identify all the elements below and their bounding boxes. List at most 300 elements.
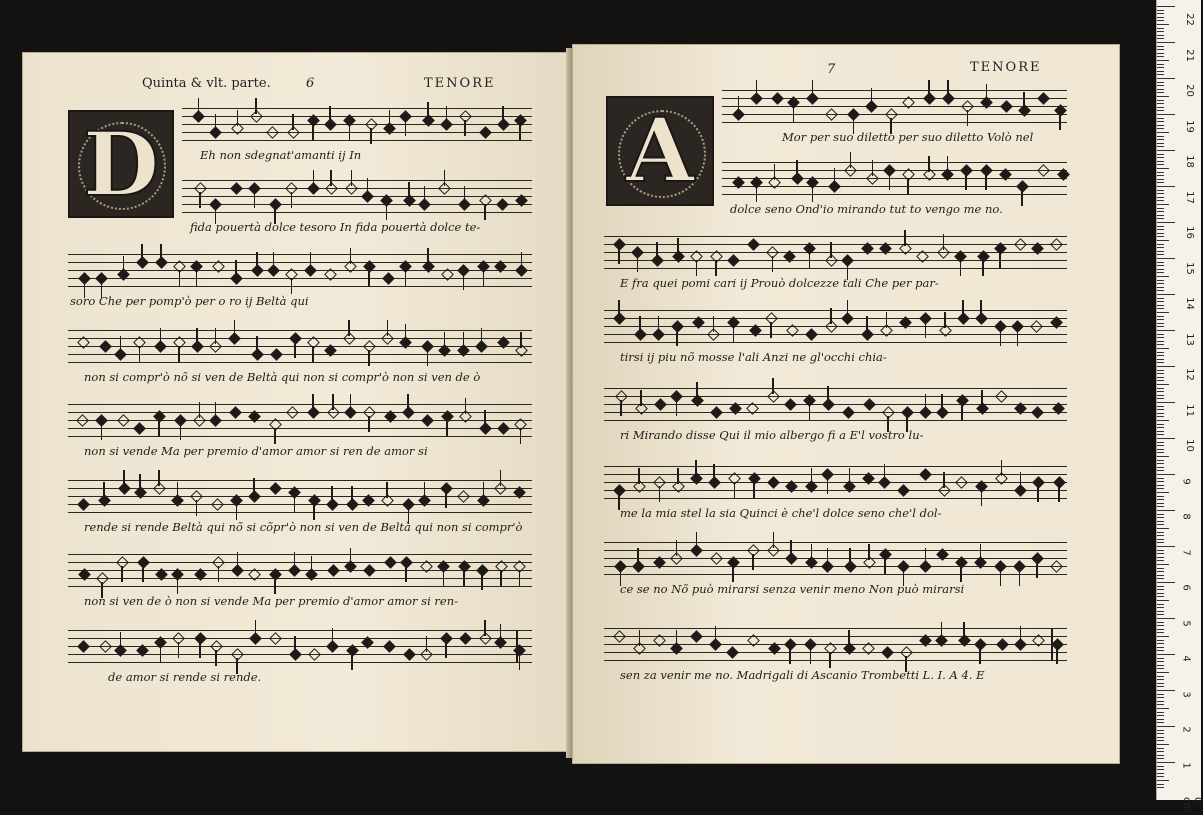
note-stem	[981, 390, 983, 406]
lyric-line: Eh non sdegnat'amanti ij In	[200, 148, 362, 162]
ruler-tick	[1157, 650, 1164, 651]
ruler-tick	[1157, 776, 1164, 777]
note-stem	[348, 320, 350, 336]
ruler-number: 11	[1183, 403, 1195, 417]
note-stem	[255, 620, 257, 636]
ruler-tick	[1157, 197, 1164, 198]
ruler-number: 13	[1183, 332, 1195, 346]
ruler-tick	[1157, 139, 1164, 140]
note-stem	[500, 624, 502, 640]
note-stem	[464, 186, 466, 202]
note-stem	[215, 114, 217, 130]
note-stem	[427, 248, 429, 264]
note-stem	[254, 192, 256, 208]
note-stem	[367, 178, 369, 194]
ruler-tick	[1157, 13, 1164, 14]
ruler-tick	[1157, 708, 1169, 709]
initial-letter: D	[82, 112, 160, 216]
lyric-line: rende si rende Beltà qui nõ si cõpr'ò non si ven de Beltà qui non si compr'ò	[84, 520, 523, 534]
ruler-tick	[1157, 557, 1164, 558]
ruler-tick	[1157, 208, 1164, 209]
note-stem	[676, 330, 678, 346]
ruler-tick	[1157, 582, 1175, 583]
music-staff	[722, 90, 1067, 126]
note-stem	[965, 174, 967, 190]
note-stem	[463, 274, 465, 290]
note-stem	[349, 124, 351, 140]
note-stem	[810, 648, 812, 664]
note-stem	[350, 394, 352, 410]
note-stem	[811, 544, 813, 560]
ruler-tick	[1157, 60, 1169, 61]
note-stem	[904, 230, 906, 246]
note-stem	[312, 124, 314, 140]
note-stem	[756, 80, 758, 96]
ruler-tick	[1157, 676, 1164, 677]
voice-label: TENORE	[970, 60, 1042, 75]
ruler-tick	[1157, 431, 1164, 432]
note-stem	[753, 482, 755, 498]
ruler-tick	[1157, 553, 1164, 554]
ruler-tick	[1157, 28, 1164, 29]
ruler-tick	[1157, 517, 1164, 518]
note-stem	[640, 390, 642, 406]
note-stem	[941, 622, 943, 638]
ruler-tick	[1157, 56, 1164, 57]
ruler-tick	[1157, 193, 1164, 194]
ruler-tick	[1157, 449, 1164, 450]
decorated-initial	[606, 96, 714, 206]
ruler-tick	[1157, 359, 1164, 360]
music-staff	[604, 236, 1067, 272]
ruler-tick	[1157, 82, 1164, 83]
ruler-tick	[1157, 215, 1164, 216]
ruler-tick	[1157, 467, 1164, 468]
ruler-tick	[1157, 262, 1164, 263]
note-stem	[350, 548, 352, 564]
page-number: 7	[827, 62, 836, 77]
note-stem	[676, 400, 678, 416]
ruler-tick	[1157, 481, 1164, 482]
ruler-tick	[1157, 607, 1164, 608]
ruler-tick	[1157, 96, 1169, 97]
final-barline	[1051, 628, 1053, 661]
ruler-tick	[1157, 665, 1164, 666]
ruler-tick	[1157, 229, 1164, 230]
ruler-tick	[1157, 460, 1164, 461]
ruler-tick	[1157, 618, 1175, 619]
ruler-tick	[1157, 686, 1164, 687]
ruler-tick	[1157, 20, 1164, 21]
ruler-tick	[1157, 118, 1164, 119]
note-stem	[464, 120, 466, 136]
note-stem	[424, 482, 426, 498]
note-stem	[1019, 570, 1021, 586]
ruler-tick	[1157, 416, 1164, 417]
ruler-number: 3	[1180, 690, 1192, 698]
ruler-tick	[1157, 614, 1164, 615]
note-stem	[199, 192, 201, 208]
note-stem	[960, 260, 962, 276]
ruler-number: 18	[1183, 155, 1195, 168]
note-stem	[830, 308, 832, 324]
note-stem	[196, 328, 198, 344]
note-stem	[756, 186, 758, 202]
ruler-tick	[1157, 733, 1164, 734]
music-staff	[604, 628, 1067, 664]
note-stem	[676, 540, 678, 556]
ruler-tick	[1157, 773, 1164, 774]
ruler-tick	[1157, 388, 1164, 389]
note-stem	[889, 174, 891, 190]
note-stem	[521, 252, 523, 268]
ruler-number: 9	[1180, 477, 1192, 485]
note-stem	[738, 96, 740, 112]
note-stem	[444, 170, 446, 186]
note-stem	[871, 88, 873, 104]
ruler-number: 7	[1180, 548, 1192, 556]
ruler-tick	[1157, 719, 1164, 720]
note-stem	[236, 504, 238, 520]
note-stem	[351, 654, 353, 670]
note-stem	[809, 252, 811, 268]
ruler-tick	[1157, 622, 1164, 623]
lyric-line: E fra quei pomi cari ij Prouò dolcezze tali Che per par-	[620, 276, 939, 290]
ruler-tick	[1157, 427, 1164, 428]
note-stem	[386, 204, 388, 220]
note-stem	[481, 328, 483, 344]
note-stem	[445, 642, 447, 658]
ruler-tick	[1157, 532, 1164, 533]
ruler-tick	[1157, 683, 1164, 684]
note-stem	[925, 322, 927, 338]
page-number: 6	[306, 76, 315, 91]
ruler-tick	[1157, 715, 1164, 716]
ruler-tick	[1157, 456, 1169, 457]
note-stem	[368, 416, 370, 432]
note-stem	[943, 472, 945, 488]
note-stem	[713, 316, 715, 332]
note-stem	[274, 428, 276, 444]
music-staff	[182, 180, 532, 216]
note-stem	[677, 238, 679, 254]
ruler-tick	[1157, 53, 1164, 54]
note-stem	[273, 252, 275, 268]
note-stem	[120, 632, 122, 648]
ruler-tick	[1157, 283, 1164, 284]
ruler-tick	[1157, 470, 1164, 471]
ruler-tick	[1157, 546, 1175, 547]
initial-letter: A	[625, 98, 695, 202]
ruler-tick	[1157, 330, 1175, 331]
note-stem	[943, 234, 945, 250]
ruler-tick	[1157, 488, 1164, 489]
ruler-tick	[1157, 611, 1164, 612]
note-stem	[907, 178, 909, 194]
note-stem	[1017, 330, 1019, 346]
note-stem	[463, 332, 465, 348]
note-stem	[199, 642, 201, 658]
note-stem	[158, 470, 160, 486]
note-stem	[292, 114, 294, 130]
note-stem	[811, 468, 813, 484]
note-stem	[294, 636, 296, 652]
ruler-tick	[1157, 312, 1169, 313]
ruler-tick	[1157, 157, 1164, 158]
ruler-tick	[1157, 211, 1164, 212]
ruler-tick	[1157, 42, 1175, 43]
ruler-tick	[1157, 420, 1169, 421]
ruler-tick	[1157, 316, 1164, 317]
note-stem	[944, 312, 946, 328]
note-stem	[178, 346, 180, 362]
note-stem	[313, 170, 315, 186]
note-stem	[981, 490, 983, 506]
ruler-tick	[1157, 71, 1164, 72]
final-barline	[516, 630, 518, 663]
note-stem	[311, 556, 313, 572]
lyric-line: ri Mirando disse Qui il mio albergo fi a E'l vostro lu-	[620, 428, 924, 442]
note-stem	[256, 336, 258, 352]
lyric-line: soro Che per pomp'ò per o ro ij Beltà qui	[70, 294, 309, 308]
ruler-tick	[1157, 384, 1169, 385]
ruler-tick	[1157, 17, 1164, 18]
ruler-tick	[1157, 107, 1164, 108]
ruler-tick	[1157, 226, 1164, 227]
music-staff	[182, 108, 532, 144]
note-stem	[142, 566, 144, 582]
note-stem	[123, 256, 125, 272]
ruler-tick	[1157, 442, 1164, 443]
note-stem	[389, 110, 391, 126]
ruler-tick	[1157, 200, 1164, 201]
ruler-tick	[1157, 636, 1169, 637]
note-stem	[925, 548, 927, 564]
note-stem	[196, 270, 198, 286]
ruler-number: 15	[1183, 261, 1195, 275]
lyric-line: fida pouertà dolce tesoro In fida pouertà dolce te-	[190, 220, 481, 234]
ruler-tick	[1157, 506, 1164, 507]
ruler-tick	[1157, 568, 1164, 569]
note-stem	[520, 428, 522, 444]
ruler-tick	[1157, 496, 1164, 497]
music-staff	[68, 554, 532, 590]
note-stem	[483, 270, 485, 286]
ruler-number: 22	[1183, 13, 1195, 26]
ruler-tick	[1157, 769, 1164, 770]
note-stem	[274, 578, 276, 594]
note-stem	[484, 204, 486, 220]
ruler-number: 20	[1183, 84, 1195, 97]
ruler-tick	[1157, 236, 1164, 237]
ruler-tick	[1157, 49, 1164, 50]
ruler-tick	[1157, 258, 1175, 259]
lyric-line: ce se no Nõ può mirarsi senza venir meno Non può mirarsi	[620, 582, 965, 596]
note-stem	[620, 400, 622, 416]
note-stem	[446, 106, 448, 122]
note-stem	[618, 248, 620, 264]
ruler-tick	[1157, 737, 1164, 738]
note-stem	[177, 578, 179, 594]
note-stem	[639, 316, 641, 332]
note-stem	[330, 170, 332, 186]
note-stem	[160, 244, 162, 260]
note-stem	[500, 570, 502, 586]
ruler-tick	[1157, 398, 1164, 399]
ruler-tick	[1157, 172, 1164, 173]
ruler-tick	[1157, 10, 1164, 11]
note-stem	[368, 350, 370, 366]
note-stem	[215, 650, 217, 666]
note-stem	[963, 622, 965, 638]
decorated-initial	[68, 110, 174, 218]
note-stem	[1021, 190, 1023, 206]
note-stem	[368, 270, 370, 286]
ruler-tick	[1157, 74, 1164, 75]
note-stem	[291, 192, 293, 208]
note-stem	[139, 346, 141, 362]
ruler-tick	[1157, 780, 1169, 781]
ruler-tick	[1157, 654, 1175, 655]
ruler-number: 12	[1183, 368, 1195, 381]
note-stem	[1000, 330, 1002, 346]
note-stem	[928, 80, 930, 96]
note-stem	[179, 270, 181, 286]
ruler-tick	[1157, 301, 1164, 302]
note-stem	[618, 300, 620, 316]
ruler-tick	[1157, 35, 1164, 36]
note-stem	[733, 326, 735, 342]
ruler-tick	[1157, 640, 1164, 641]
lyric-line: de amor si rende si rende.	[108, 670, 262, 684]
note-stem	[234, 320, 236, 336]
note-stem	[639, 630, 641, 646]
ruler-tick	[1157, 751, 1164, 752]
note-stem	[332, 394, 334, 410]
ruler-tick	[1157, 276, 1169, 277]
ruler-tick	[1157, 647, 1164, 648]
ruler-tick	[1157, 755, 1164, 756]
ruler-tick	[1157, 254, 1164, 255]
lyric-line: tirsi ij piu nõ mosse l'ali Anzi ne gl'occhi chia-	[620, 350, 887, 364]
note-stem	[139, 474, 141, 490]
ruler-number: 16	[1183, 226, 1195, 239]
ruler-tick	[1157, 539, 1164, 540]
ruler-tick	[1157, 748, 1164, 749]
note-stem	[868, 544, 870, 560]
note-stem	[310, 252, 312, 268]
ruler-tick	[1157, 575, 1164, 576]
note-stem	[1056, 648, 1058, 664]
ruler-tick	[1157, 499, 1164, 500]
note-stem	[637, 548, 639, 564]
ruler-tick	[1157, 704, 1164, 705]
note-stem	[827, 386, 829, 402]
note-stem	[160, 328, 162, 344]
note-stem	[982, 260, 984, 276]
note-stem	[850, 152, 852, 168]
ruler-tick	[1157, 434, 1164, 435]
voice-label: TENORE	[424, 76, 496, 91]
ruler-tick	[1157, 146, 1164, 147]
note-stem	[198, 98, 200, 114]
note-stem	[772, 256, 774, 272]
note-stem	[827, 478, 829, 494]
ruler-tick	[1157, 222, 1175, 223]
ruler-tick	[1157, 161, 1164, 162]
ruler-tick	[1157, 186, 1175, 187]
ruler-tick	[1157, 85, 1164, 86]
ruler-tick	[1157, 103, 1164, 104]
ruler-tick	[1157, 722, 1164, 723]
ruler-tick	[1157, 175, 1164, 176]
ruler-tick	[1157, 344, 1164, 345]
note-stem	[847, 300, 849, 316]
ruler-tick	[1157, 233, 1164, 234]
note-stem	[812, 186, 814, 202]
note-stem	[1020, 472, 1022, 488]
note-stem	[659, 486, 661, 502]
note-stem	[925, 394, 927, 410]
note-stem	[519, 654, 521, 670]
ruler-tick	[1157, 218, 1164, 219]
note-stem	[350, 248, 352, 264]
ruler-tick	[1157, 668, 1164, 669]
note-stem	[312, 346, 314, 362]
lyric-line: me la mia stel la sia Quinci è che'l dolce seno che'l dol-	[620, 506, 942, 520]
ruler-tick	[1157, 204, 1169, 205]
ruler-tick	[1157, 413, 1164, 414]
note-stem	[796, 160, 798, 176]
ruler-tick	[1157, 658, 1164, 659]
ruler-tick	[1157, 762, 1175, 763]
note-stem	[849, 468, 851, 484]
ruler-tick	[1157, 730, 1164, 731]
measuring-ruler	[1156, 0, 1203, 813]
note-stem	[121, 566, 123, 582]
note-stem	[979, 648, 981, 664]
ruler-number: 17	[1183, 190, 1195, 204]
note-stem	[947, 80, 949, 96]
note-stem	[483, 482, 485, 498]
ruler-tick	[1157, 578, 1164, 579]
note-stem	[658, 316, 660, 332]
note-stem	[827, 548, 829, 564]
note-stem	[696, 532, 698, 548]
note-stem	[313, 504, 315, 520]
note-stem	[734, 482, 736, 498]
ruler-tick	[1157, 132, 1169, 133]
note-stem	[986, 84, 988, 100]
note-stem	[178, 642, 180, 658]
ruler-tick	[1157, 600, 1169, 601]
note-stem	[500, 470, 502, 486]
ruler-number: 5	[1180, 619, 1192, 627]
note-stem	[160, 646, 162, 662]
ruler-tick	[1157, 542, 1164, 543]
note-stem	[928, 156, 930, 172]
ruler-tick	[1157, 604, 1164, 605]
note-stem	[463, 570, 465, 586]
ruler-tick	[1157, 121, 1164, 122]
ruler-tick	[1157, 694, 1164, 695]
note-stem	[1058, 486, 1060, 502]
ruler-number: 14	[1183, 297, 1195, 310]
note-stem	[120, 336, 122, 352]
note-stem	[141, 244, 143, 260]
note-stem	[101, 424, 103, 440]
note-stem	[331, 486, 333, 502]
